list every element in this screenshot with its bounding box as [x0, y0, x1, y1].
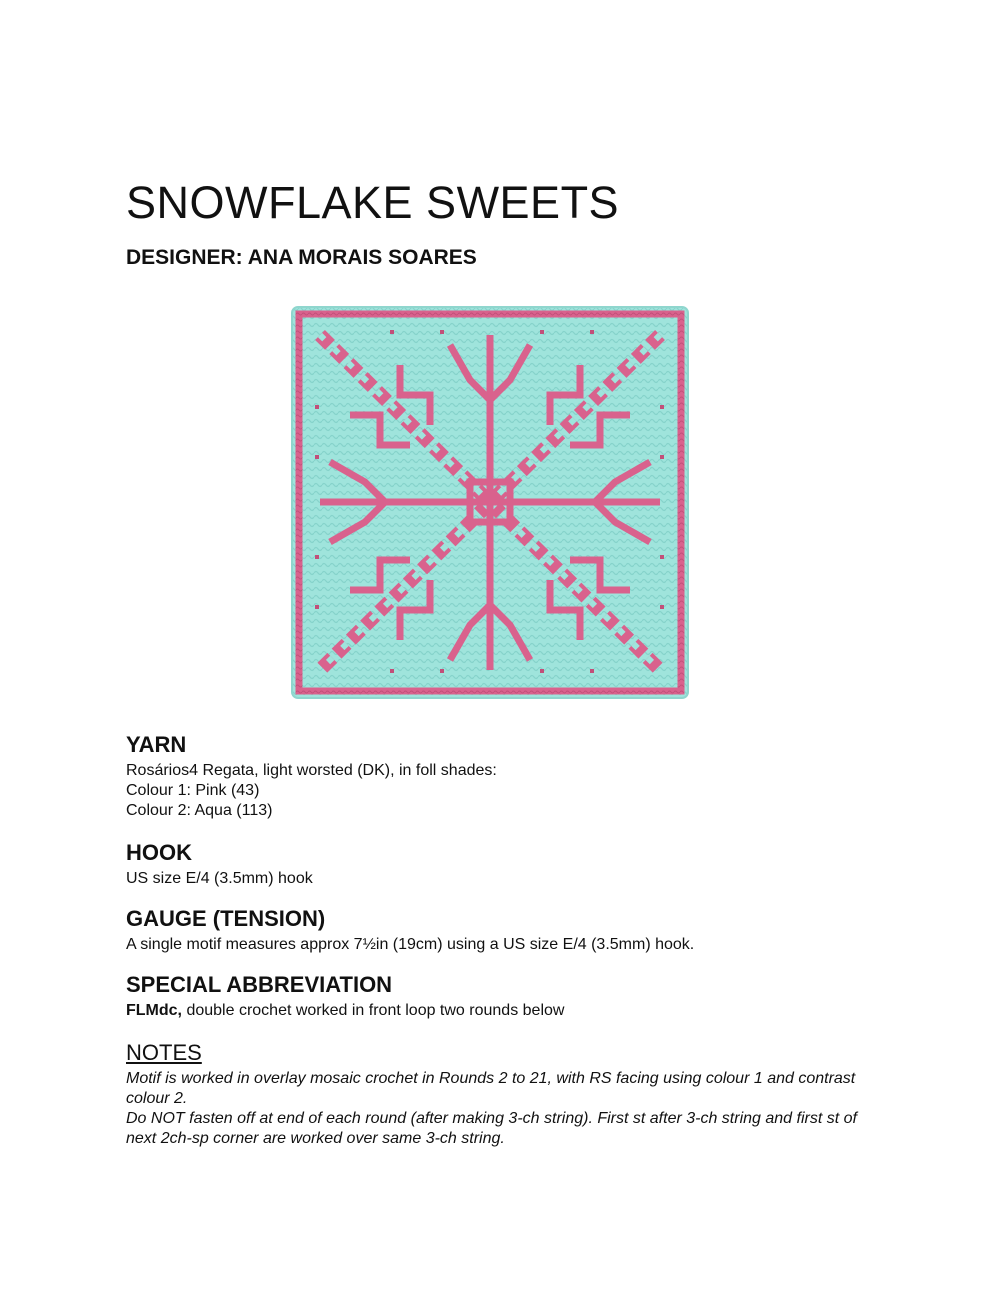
yarn-section [126, 733, 886, 821]
notes-details [126, 1069, 886, 1149]
notes-section [126, 1041, 886, 1149]
yarn-line: Rosários4 Regata, light worsted (DK), in foll shades: [126, 762, 497, 780]
gauge-details: A single motif measures approx 7½in (19cm) using a US size E/4 (3.5mm) hook. [126, 936, 695, 954]
hook-section [126, 841, 886, 889]
page-title: SNOWFLAKE SWEETS [126, 177, 620, 228]
yarn-heading: YARN [126, 732, 187, 757]
notes-heading: NOTES [126, 1040, 202, 1065]
yarn-line: Colour 2: Aqua (113) [126, 802, 273, 820]
abbreviation-term: FLMdc, [126, 1002, 182, 1020]
abbreviation-details [126, 1001, 886, 1021]
notes-line: Motif is worked in overlay mosaic crochet in Rounds 2 to 21, with RS facing using colour 1 and contrast colour 2. [126, 1070, 856, 1108]
abbreviation-heading: SPECIAL ABBREVIATION [126, 972, 393, 997]
notes-line: Do NOT fasten off at end of each round (after making 3-ch string). First st after 3-ch string and first st of next 2ch-sp corner are worked over same 3-ch string. [126, 1110, 857, 1148]
abbreviation-definition: double crochet worked in front loop two rounds below [182, 1002, 565, 1020]
crochet-motif-photo [290, 305, 690, 700]
hook-details: US size E/4 (3.5mm) hook [126, 870, 313, 888]
hook-heading: HOOK [126, 840, 192, 865]
gauge-heading: GAUGE (TENSION) [126, 906, 326, 931]
abbreviation-section [126, 973, 886, 1021]
gauge-section [126, 907, 886, 955]
yarn-line: Colour 1: Pink (43) [126, 782, 260, 800]
designer-credit: DESIGNER: ANA MORAIS SOARES [126, 246, 477, 269]
yarn-details [126, 761, 886, 821]
